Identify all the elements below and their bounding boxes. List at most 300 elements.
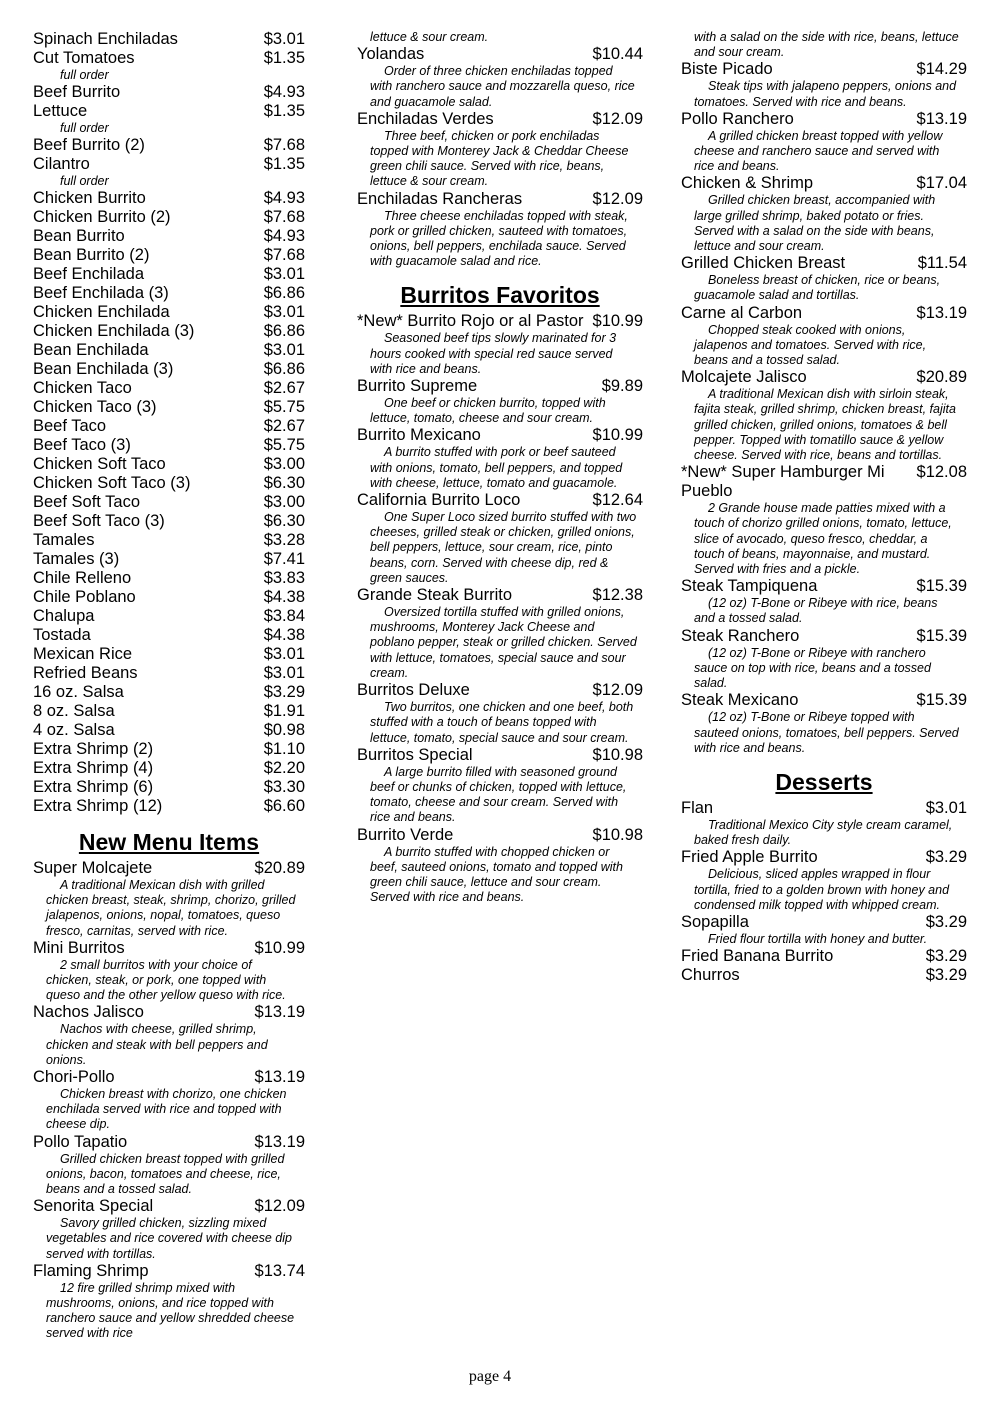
item-description: Delicious, sliced apples wrapped in flour tortilla, fried to a golden brown with honey and condensed milk topped with whipped cream. — [694, 867, 950, 912]
item-description: (12 oz) T-Bone or Ribeye with ranchero sauce on top with rice, beans and a tossed salad. — [694, 645, 931, 691]
menu-item-row — [33, 1068, 305, 1087]
item-price: $3.00 — [263, 493, 305, 511]
item-name: Burrito Mexicano — [357, 426, 481, 445]
item-description: Savory grilled chicken, sizzling mixed vegetables and rice covered with cheese dip served with tortillas. — [46, 1216, 292, 1261]
item-price: $3.29 — [263, 683, 305, 701]
item-description: Nachos with cheese, grilled shrimp, chicken and steak with bell peppers and onions. — [46, 1022, 268, 1067]
item-price: $14.29 — [916, 60, 967, 79]
item-name: Chicken Burrito — [33, 189, 146, 207]
item-description: A traditional Mexican dish with sirloin steak, fajita steak, grilled shrimp, chicken breast, fajita grilled chicken, grilled onions, tomatoes & bell pepper. Topped with tomatillo sauce & yellow cheese. Served with rice, beans and tortillas. — [694, 387, 956, 463]
item-name: Bean Enchilada (3) — [33, 360, 174, 378]
item-price: $3.01 — [925, 798, 967, 817]
item-price: $3.01 — [263, 664, 305, 682]
item-description: A large burrito filled with seasoned ground beef or chunks of chicken, topped with lettuce, tomato, cheese and sour cream. Served with rice and beans. — [370, 764, 627, 825]
menu-item-row — [33, 284, 305, 303]
item-name: Tamales — [33, 531, 95, 549]
item-name: Carne al Carbon — [681, 303, 803, 322]
menu-item — [357, 746, 643, 826]
menu-item-row — [681, 254, 967, 273]
item-name: Burrito Supreme — [357, 377, 478, 396]
item-name: Chori-Pollo — [33, 1068, 115, 1087]
menu-item-row — [33, 474, 305, 493]
menu-item — [681, 110, 967, 175]
item-price: $12.09 — [592, 681, 643, 700]
item-price: $13.74 — [254, 1261, 305, 1280]
menu-item-row — [681, 913, 967, 932]
menu-item — [33, 1262, 305, 1342]
item-description: Fried flour tortilla with honey and butter. — [708, 931, 928, 946]
menu-item — [357, 312, 643, 377]
item-price: $3.30 — [263, 778, 305, 796]
item-price: $10.99 — [592, 312, 643, 331]
item-price: $6.30 — [263, 474, 305, 492]
item-price: $3.29 — [925, 947, 967, 966]
item-price: $7.68 — [263, 246, 305, 264]
menu-item-row — [33, 939, 305, 958]
menu-item — [33, 189, 305, 208]
menu-item — [33, 102, 305, 136]
item-price: $3.84 — [263, 607, 305, 625]
menu-item-row — [33, 512, 305, 531]
menu-item-row — [33, 360, 305, 379]
menu-item-row — [33, 1003, 305, 1022]
menu-item-row — [33, 208, 305, 227]
item-description: Three beef, chicken or pork enchiladas topped with Monterey Jack & Cheddar Cheese green chili sauce. Served with rice, beans, lettuce & sour cream. — [370, 128, 629, 189]
item-name: Pollo Ranchero — [681, 109, 794, 128]
menu-item — [33, 588, 305, 607]
item-name: Extra Shrimp (6) — [33, 778, 154, 796]
menu-item-row — [681, 463, 967, 501]
menu-item — [33, 645, 305, 664]
item-price: $1.35 — [263, 49, 305, 67]
menu-item — [33, 417, 305, 436]
menu-item — [33, 626, 305, 645]
menu-item-row — [33, 588, 305, 607]
menu-item-row — [33, 569, 305, 588]
menu-item — [33, 778, 305, 797]
menu-item-row — [33, 759, 305, 778]
menu-item — [681, 848, 967, 913]
menu-item-row — [33, 740, 305, 759]
menu-item-row — [357, 426, 643, 445]
menu-item-row — [33, 645, 305, 664]
item-price: $10.99 — [254, 938, 305, 957]
item-price: $3.00 — [263, 455, 305, 473]
item-price: $12.08 — [916, 463, 967, 482]
item-name: Spinach Enchiladas — [33, 30, 178, 48]
menu-item-row — [681, 110, 967, 129]
menu-item — [357, 681, 643, 746]
item-name: Flan — [681, 798, 714, 817]
item-price: $3.28 — [263, 531, 305, 549]
item-price: $4.38 — [263, 588, 305, 606]
item-name: Beef Soft Taco (3) — [33, 512, 165, 530]
item-name: Biste Picado — [681, 60, 773, 79]
menu-column-3 — [681, 30, 967, 985]
item-price: $7.68 — [263, 208, 305, 226]
item-name: Tamales (3) — [33, 550, 120, 568]
menu-item-row — [33, 155, 305, 174]
menu-item — [33, 664, 305, 683]
item-price: $4.93 — [263, 189, 305, 207]
menu-item — [33, 531, 305, 550]
item-name: Senorita Special — [33, 1197, 154, 1216]
item-description: Steak tips with jalapeno peppers, onions and tomatoes. Served with rice and beans. — [694, 79, 957, 109]
menu-item-row — [681, 577, 967, 596]
menu-item — [357, 586, 643, 681]
item-name: Fried Apple Burrito — [681, 848, 818, 867]
item-description: 2 Grande house made patties mixed with a touch of chorizo grilled onions, tomato, lettuce, slice of avocado, queso fresco, cheddar, a touch of beans, mayonnaise, and mustard. Served with fries and a pickle. — [694, 501, 952, 577]
item-name: Chile Poblano — [33, 588, 136, 606]
menu-list — [33, 859, 305, 1342]
menu-item-row — [33, 322, 305, 341]
menu-item — [33, 740, 305, 759]
item-price: $17.04 — [916, 174, 967, 193]
item-price: $0.98 — [263, 721, 305, 739]
menu-list — [357, 45, 643, 269]
menu-item — [33, 1068, 305, 1133]
item-name: Chicken Burrito (2) — [33, 208, 171, 226]
menu-item-row — [357, 826, 643, 845]
item-name: Beef Taco (3) — [33, 436, 131, 454]
menu-item — [33, 360, 305, 379]
item-name: Chicken Taco (3) — [33, 398, 157, 416]
item-price: $1.35 — [263, 102, 305, 120]
item-note: full order — [60, 68, 109, 82]
menu-item-row — [357, 586, 643, 605]
menu-item — [681, 254, 967, 303]
item-name: Steak Tampiquena — [681, 577, 818, 596]
item-description: Order of three chicken enchiladas topped with ranchero sauce and mozzarella queso, rice and guacamole salad. — [370, 64, 635, 109]
item-name: Burritos Deluxe — [357, 681, 470, 700]
menu-item — [33, 939, 305, 1004]
item-name: Bean Burrito (2) — [33, 246, 150, 264]
item-price: $7.41 — [263, 550, 305, 568]
item-name: *New* Super Hamburger Mi Pueblo — [681, 463, 885, 501]
menu-item-row — [33, 1197, 305, 1216]
item-price: $11.54 — [917, 254, 967, 273]
item-name: Lettuce — [33, 102, 88, 120]
menu-item-row — [33, 265, 305, 284]
menu-item — [681, 799, 967, 848]
item-name: Super Molcajete — [33, 859, 153, 877]
item-description: Oversized tortilla stuffed with grilled onions, mushrooms, Monterey Jack Cheese and poblano pepper, steak or grilled chicken. Served with lettuce, tomatoes, special sauce and sour cream. — [370, 605, 637, 680]
menu-item — [33, 322, 305, 341]
menu-item — [681, 304, 967, 369]
menu-item-row — [357, 110, 643, 129]
item-description: (12 oz) T-Bone or Ribeye with rice, beans and a tossed salad. — [694, 596, 938, 626]
item-name: Nachos Jalisco — [33, 1003, 144, 1022]
section-heading-desserts: Desserts — [775, 768, 873, 795]
menu-item — [357, 45, 643, 110]
menu-item — [33, 493, 305, 512]
menu-item-row — [357, 377, 643, 396]
item-price: $3.29 — [925, 912, 967, 931]
menu-item — [681, 691, 967, 756]
item-price: $3.01 — [263, 645, 305, 663]
menu-item — [33, 303, 305, 322]
item-description: Traditional Mexico City style cream caramel, baked fresh daily. — [694, 817, 953, 848]
menu-item-row — [33, 1262, 305, 1281]
menu-item-row — [681, 174, 967, 193]
item-price: $7.68 — [263, 136, 305, 154]
item-description: A burrito stuffed with pork or beef sauteed with onions, tomato, bell peppers, and topped with cheese, lettuce, tomato and guacamole. — [370, 445, 623, 490]
item-description: Two burritos, one chicken and one beef, both stuffed with a touch of beans topped with lettuce, tomato, special sauce and sour cream. — [370, 700, 634, 745]
item-price: $6.30 — [263, 512, 305, 530]
menu-item — [33, 30, 305, 49]
menu-item — [357, 110, 643, 190]
menu-item-row — [33, 436, 305, 455]
menu-item — [681, 368, 967, 463]
menu-item-row — [33, 664, 305, 683]
item-price: $1.10 — [263, 740, 305, 758]
item-price: $5.75 — [263, 398, 305, 416]
item-price: $15.39 — [916, 691, 967, 710]
item-description: One beef or chicken burrito, topped with lettuce, tomato, cheese and sour cream. — [370, 396, 606, 426]
item-description: A traditional Mexican dish with grilled chicken breast, steak, shrimp, chorizo, grilled jalapenos, onions, nopal, tomatoes, queso fresco, carnitas, served with rice. — [46, 878, 296, 938]
menu-item-row — [33, 493, 305, 512]
item-price: $3.01 — [263, 303, 305, 321]
item-price: $4.93 — [263, 227, 305, 245]
menu-item — [357, 491, 643, 586]
menu-item — [33, 1197, 305, 1262]
item-name: Beef Soft Taco — [33, 493, 141, 511]
item-price: $3.01 — [263, 265, 305, 283]
item-price: $13.19 — [916, 303, 967, 322]
item-name: Extra Shrimp (4) — [33, 759, 154, 777]
item-name: Enchiladas Verdes — [357, 109, 494, 128]
item-name: California Burrito Loco — [357, 491, 521, 510]
menu-item-row — [681, 691, 967, 710]
menu-item-row — [681, 368, 967, 387]
item-price: $3.83 — [263, 569, 305, 587]
item-price: $3.29 — [925, 966, 967, 985]
item-price: $6.86 — [263, 284, 305, 302]
menu-item-row — [357, 746, 643, 765]
menu-item — [33, 246, 305, 265]
item-name: Chalupa — [33, 607, 95, 625]
item-description: A grilled chicken breast topped with yellow cheese and ranchero sauce and served with rice and beans. — [694, 128, 943, 174]
item-name: Chicken Enchilada (3) — [33, 322, 195, 340]
menu-item-row — [33, 683, 305, 702]
item-price: $10.99 — [592, 426, 643, 445]
menu-item-row — [681, 304, 967, 323]
menu-item — [33, 227, 305, 246]
item-name: 16 oz. Salsa — [33, 683, 124, 701]
section-heading-burritos-favoritos: Burritos Favoritos — [400, 282, 600, 309]
item-price: $6.86 — [263, 360, 305, 378]
menu-item-row — [33, 531, 305, 550]
menu-item-row — [357, 312, 643, 331]
item-name: Bean Enchilada — [33, 341, 149, 359]
item-name: Fried Banana Burrito — [681, 947, 834, 966]
menu-item-row — [357, 190, 643, 209]
menu-item-row — [681, 799, 967, 818]
menu-item-row — [357, 491, 643, 510]
item-price: $12.09 — [254, 1197, 305, 1216]
item-price: $13.19 — [916, 109, 967, 128]
menu-item-row — [33, 227, 305, 246]
item-name: Chile Relleno — [33, 569, 132, 587]
menu-item-row — [33, 83, 305, 102]
item-description: Grilled chicken breast, accompanied with large grilled shrimp, baked potato or fries. Served with a salad on the side with beans, lettuce and sour cream. — [694, 193, 936, 254]
item-name: Bean Burrito — [33, 227, 125, 245]
menu-item-row — [33, 455, 305, 474]
item-price: $20.89 — [254, 859, 305, 877]
item-price: $12.64 — [592, 491, 643, 510]
item-name: Cilantro — [33, 155, 90, 173]
menu-item — [33, 759, 305, 778]
menu-item — [33, 379, 305, 398]
menu-item-row — [33, 341, 305, 360]
menu-item — [357, 377, 643, 426]
menu-item — [33, 1133, 305, 1198]
menu-item-row — [681, 848, 967, 867]
item-name: Burritos Special — [357, 745, 473, 764]
menu-item — [681, 463, 967, 577]
menu-item-row — [33, 550, 305, 569]
menu-item — [33, 721, 305, 740]
item-description: Boneless breast of chicken, rice or beans, guacamole salad and tortillas. — [694, 273, 941, 303]
item-name: Sopapilla — [681, 912, 749, 931]
item-name: Steak Ranchero — [681, 626, 800, 645]
item-description: A burrito stuffed with chopped chicken or beef, sauteed onions, tomato and topped with green chili sauce, lettuce and sour cream. Served with rice and beans. — [370, 844, 623, 905]
item-price: $3.01 — [263, 30, 305, 48]
item-name: Pollo Tapatio — [33, 1132, 128, 1151]
item-name: Churros — [681, 966, 740, 985]
menu-item — [33, 83, 305, 102]
item-name: *New* Burrito Rojo or al Pastor — [357, 312, 584, 331]
item-price: $5.75 — [263, 436, 305, 454]
page-number: page 4 — [468, 1368, 512, 1385]
menu-item-row — [33, 797, 305, 816]
item-description: Seasoned beef tips slowly marinated for 3 hours cooked with special red sauce served with rice and beans. — [370, 331, 617, 376]
item-name: Molcajete Jalisco — [681, 368, 807, 387]
menu-item-row — [33, 30, 305, 49]
item-name: Chicken Taco — [33, 379, 132, 397]
menu-item — [33, 859, 305, 939]
menu-item — [33, 49, 305, 83]
menu-item-row — [681, 947, 967, 966]
item-name: Burrito Verde — [357, 825, 454, 844]
menu-item-row — [33, 607, 305, 626]
menu-item-row — [357, 45, 643, 64]
menu-item — [33, 284, 305, 303]
item-name: Chicken & Shrimp — [681, 174, 814, 193]
menu-item-row — [33, 702, 305, 721]
menu-item-row — [33, 626, 305, 645]
menu-list — [357, 312, 643, 905]
item-name: Grande Steak Burrito — [357, 586, 512, 605]
item-name: Grilled Chicken Breast — [681, 254, 846, 273]
menu-item — [33, 398, 305, 417]
menu-item — [33, 455, 305, 474]
menu-item — [33, 1003, 305, 1068]
item-description: 2 small burritos with your choice of chicken, steak, or pork, one topped with queso and the other yellow queso with rice. — [46, 957, 286, 1003]
item-name: Beef Enchilada — [33, 265, 144, 283]
menu-item — [33, 341, 305, 360]
menu-item — [357, 826, 643, 906]
item-price: $2.20 — [263, 759, 305, 777]
menu-item — [33, 208, 305, 227]
item-name: Enchiladas Rancheras — [357, 189, 523, 208]
item-price: $4.93 — [263, 83, 305, 101]
item-price: $12.09 — [592, 109, 643, 128]
menu-item — [681, 913, 967, 947]
menu-list — [33, 30, 305, 816]
item-price: $15.39 — [916, 577, 967, 596]
item-price: $6.86 — [263, 322, 305, 340]
item-note: full order — [60, 174, 109, 188]
menu-item — [33, 550, 305, 569]
item-name: Beef Enchilada (3) — [33, 284, 169, 302]
item-price: $2.67 — [263, 379, 305, 397]
menu-item-row — [33, 379, 305, 398]
item-name: Refried Beans — [33, 664, 138, 682]
item-name: Beef Burrito — [33, 83, 121, 101]
item-name: Extra Shrimp (2) — [33, 740, 154, 758]
menu-item — [681, 966, 967, 985]
menu-item-row — [33, 398, 305, 417]
item-name: 4 oz. Salsa — [33, 721, 115, 739]
item-price: $2.67 — [263, 417, 305, 435]
menu-column-1 — [33, 30, 305, 1342]
menu-item — [681, 577, 967, 626]
menu-item — [33, 607, 305, 626]
menu-item-row — [681, 966, 967, 985]
item-price: $10.98 — [592, 745, 643, 764]
item-description: Chicken breast with chorizo, one chicken enchilada served with rice and topped with cheese dip. — [46, 1087, 287, 1132]
menu-item-row — [33, 778, 305, 797]
item-price: $20.89 — [916, 368, 967, 387]
item-note: full order — [60, 121, 109, 135]
item-description: 12 fire grilled shrimp mixed with mushrooms, onions, and rice topped with ranchero sauce and yellow shredded cheese served with rice — [46, 1280, 295, 1341]
menu-item — [357, 190, 643, 270]
item-price: $12.09 — [592, 189, 643, 208]
item-name: Chicken Enchilada — [33, 303, 170, 321]
item-description: (12 oz) T-Bone or Ribeye topped with sauteed onions, tomatoes, bell peppers. Served with rice and beans. — [694, 710, 959, 755]
item-name: Mexican Rice — [33, 645, 133, 663]
item-price: $3.29 — [925, 848, 967, 867]
menu-item-row — [33, 246, 305, 265]
item-price: $13.19 — [254, 1132, 305, 1151]
item-price: $10.98 — [592, 825, 643, 844]
menu-item-row — [33, 49, 305, 68]
menu-item — [33, 136, 305, 155]
menu-item — [33, 155, 305, 189]
menu-item — [33, 797, 305, 816]
menu-item-row — [33, 102, 305, 121]
item-price: $13.19 — [254, 1068, 305, 1087]
item-description: Grilled chicken breast topped with grilled onions, bacon, tomatoes and cheese, rice, beans and a tossed salad. — [46, 1151, 285, 1197]
item-price: $3.01 — [263, 341, 305, 359]
item-price: $13.19 — [254, 1003, 305, 1022]
menu-item — [33, 569, 305, 588]
menu-item-row — [33, 303, 305, 322]
menu-list — [681, 60, 967, 756]
menu-item — [33, 702, 305, 721]
item-price: $1.91 — [263, 702, 305, 720]
menu-item-row — [33, 721, 305, 740]
menu-item-row — [681, 627, 967, 646]
menu-item — [33, 436, 305, 455]
item-name: Beef Burrito (2) — [33, 136, 145, 154]
item-description: Chopped steak cooked with onions, jalapenos and tomatoes. Served with rice, beans and a tossed salad. — [694, 322, 927, 368]
menu-item-row — [33, 1133, 305, 1152]
menu-item — [681, 627, 967, 692]
menu-item — [357, 426, 643, 491]
menu-item-row — [681, 60, 967, 79]
